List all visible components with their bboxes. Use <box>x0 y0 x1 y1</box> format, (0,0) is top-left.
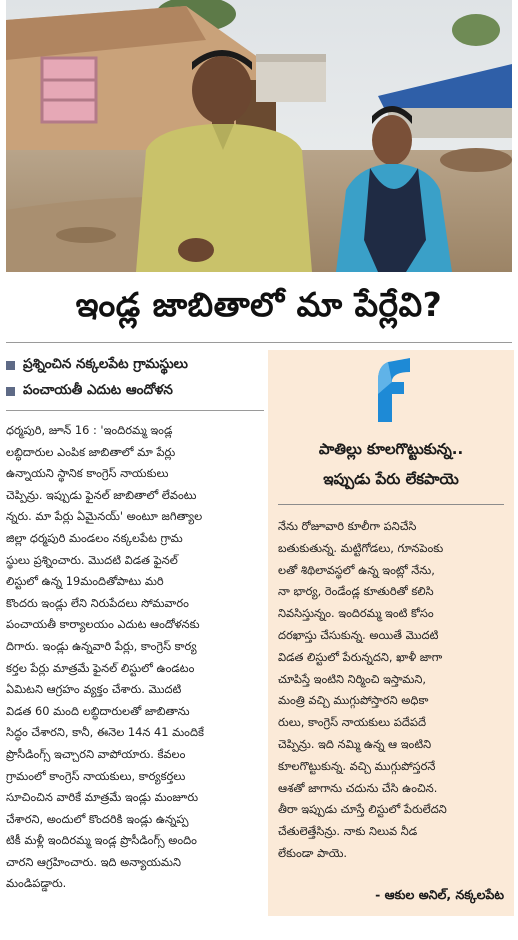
sidebar-line: ఆశతో జాగాను చదును చేసి ఉంచిన. <box>278 780 438 795</box>
sidebar-title-divider <box>278 504 504 505</box>
article-body <box>6 420 264 895</box>
sidebar-body <box>278 516 506 865</box>
sidebar-line: తీరా ఇప్పుడు చూస్తే లిస్టులో పేరులేదని <box>278 802 447 817</box>
headline-divider <box>6 342 512 343</box>
sidebar-line: నివసిస్తున్నం. ఇందిరమ్మ ఇంటి కోసం <box>278 606 434 621</box>
sidebar-line: విడత లిస్టులో పేరున్నదని, ఖాళీ జాగా <box>278 649 443 664</box>
sidebar-title-line2: ఇప్పుడు పేరు లేకపాయె <box>323 470 459 488</box>
headline: ఇండ్ల జాబితాలో మా పేర్లేవి? <box>75 284 443 324</box>
sidebar-title-line1: పాతిల్లు కూలగొట్టుకున్న.. <box>318 440 464 458</box>
villagers-photo-illustration <box>6 0 512 272</box>
sidebar-line: చూపిస్తే ఇంటిని నిర్మించి ఇస్తామని, <box>278 671 426 686</box>
sidebar-line: చెప్పిన్రు. ఇది నమ్మి ఉన్న ఆ ఇంటిని <box>278 736 432 751</box>
article-line: జిల్లా ధర్మపురి మండలం నక్కలపేట గ్రామ <box>6 530 183 545</box>
news-photo <box>6 0 512 272</box>
article-line: కొందరు ఇండ్లు లేని నిరుపేదలు సోమవారం <box>6 595 189 610</box>
sidebar-line: లతో శిథిలావస్థలో ఉన్న ఇంట్లో నేను, <box>278 562 435 577</box>
article-line: సూచించిన వారికే మాత్రమే ఇండ్లు మంజూరు <box>6 790 199 805</box>
article-line: ధర్మపురి, జూన్ 16 : 'ఇందిరమ్మ ఇండ్ల <box>6 423 173 437</box>
article-line: చారని ఆగ్రహించారు. ఇది అన్యాయమని <box>6 854 181 869</box>
sidebar-line: బతుకుతున్న. మట్టిగోడలు, గూనపెంకు <box>278 540 444 555</box>
article-line: ప్రొసీడింగ్స్ ఇచ్చారని వాపోయారు. కేవలం <box>6 746 186 761</box>
article-line: విడత 60 మంది లబ్ధిదారులతో జాబితాను <box>6 703 190 718</box>
sidebar-line: కూలగొట్టుకున్న. వచ్చి ముగ్గుపోస్తరనే <box>278 758 436 773</box>
sidebar-byline: - ఆకుల అనిల్, నక్కలపేట <box>375 887 504 902</box>
bullet-item <box>6 378 268 404</box>
square-bullet-icon <box>6 361 15 370</box>
sidebar-line: మంత్రి వచ్చి ముగ్గుపోస్తారని అధికా <box>278 693 429 708</box>
article-line: పంచాయతీ కార్యాలయం ఎదుట ఆందోళనకు <box>6 617 200 632</box>
article-line: దిగారు. ఇండ్లు ఉన్నవారి పేర్లు, కాంగ్రెస్ కార్య <box>6 638 197 653</box>
sidebar-line: లేకుండా పాయె. <box>278 845 347 860</box>
sidebar-line: నేను రోజూవారి కూలీగా పనిచేసి <box>278 519 417 533</box>
article-line: కర్తల పేర్లు మాత్రమే ఫైనల్ లిస్టులో ఉండటం <box>6 660 195 675</box>
article-line: లబ్ధిదారుల ఎంపిక జాబితాలో మా పేర్లు <box>6 444 176 459</box>
sidebar-line: నా భార్య, రెండేండ్ల కూతురితో కలిసి <box>278 584 434 599</box>
bullet-item <box>6 352 268 378</box>
article-line: చెప్పిన్రు. ఇప్పుడు ఫైనల్ జాబితాలో లేవంటు <box>6 487 197 502</box>
sidebar-line: దరఖాస్తు చేసుకున్న. అయితే మొదటి <box>278 627 439 642</box>
f-logo-icon <box>370 358 412 424</box>
article-line: సిద్ధం చేశారని, కానీ, ఈనెల 14న 41 మందికే <box>6 725 204 740</box>
article-line: ఉన్నాయని స్థానిక కాంగ్రెస్ నాయకులు <box>6 466 169 481</box>
article-line: ఏమిటని ఆగ్రహం వ్యక్తం చేశారు. మొదటి <box>6 682 182 697</box>
article-line: స్థులు ప్రశ్నించారు. మొదటి విడత ఫైనల్ <box>6 552 178 567</box>
bullet-text: ప్రశ్నించిన నక్కలపేట గ్రామస్థులు <box>23 355 188 372</box>
article-line: టికీ మళ్లీ ఇందిరమ్మ ఇండ్ల ప్రొసీడింగ్స్ అందిం <box>6 833 197 848</box>
article-line: మండిపడ్డారు. <box>6 876 67 891</box>
highlight-bullets <box>6 352 268 404</box>
article-line: న్నరు. మా పేర్లు ఏమైనయ్' అంటూ జగిత్యాల <box>6 509 203 524</box>
sidebar-line: రులు, కాంగ్రెస్ నాయకులు పదేపదే <box>278 715 427 730</box>
square-bullet-icon <box>6 387 15 396</box>
article-line: గ్రామంలో కాంగ్రెస్ నాయకులు, కార్యకర్తలు <box>6 768 186 783</box>
bullets-divider <box>6 410 264 411</box>
bullet-text: పంచాయతీ ఎదుట ఆందోళన <box>23 381 173 398</box>
article-line: లిస్టులో ఉన్న 19మందితోపాటు మరి <box>6 574 164 589</box>
sidebar-box <box>268 350 514 916</box>
article-line: చేశారని, అందులో కొందరికి ఇండ్లు ఉన్నప్ప <box>6 811 189 826</box>
sidebar-line: చేతులెత్తేసిన్రు. నాకు నిలువ నీడ <box>278 824 418 839</box>
